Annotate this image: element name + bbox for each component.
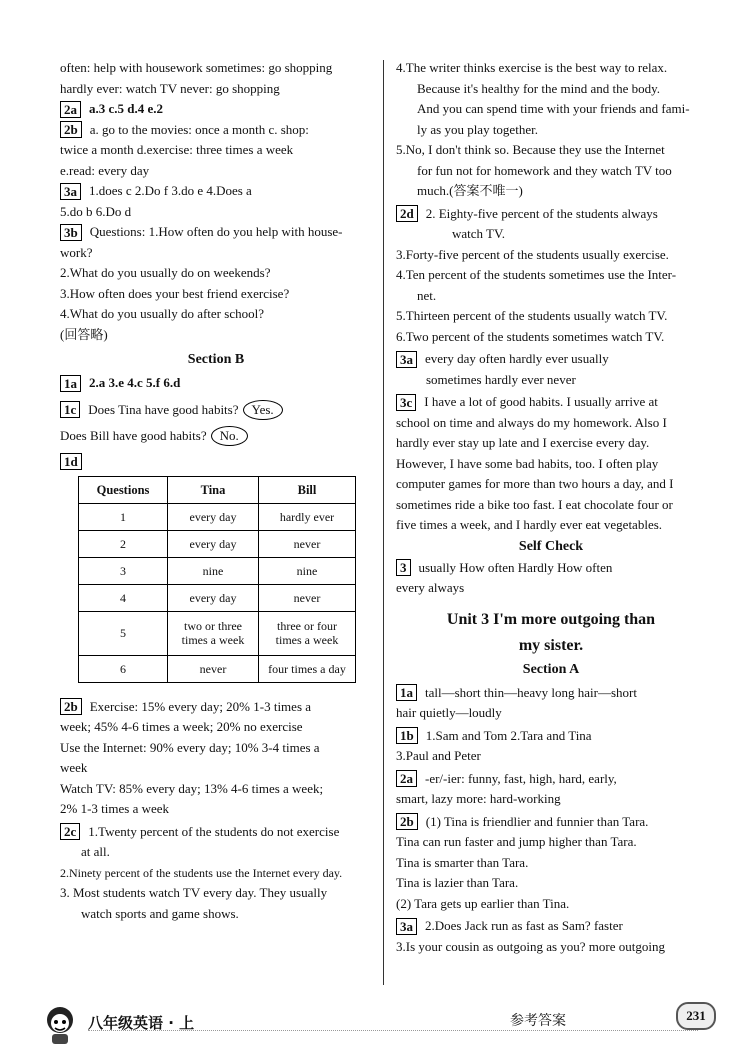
answer-2a (60, 99, 372, 120)
table-cell: four times a day (259, 655, 356, 682)
exercise-tag: 3 (396, 559, 411, 576)
exercise-tag: 2c (60, 823, 80, 840)
text-line: 4.What do you usually do after school? (60, 306, 264, 321)
table-cell: every day (168, 530, 259, 557)
exercise-tag: 2a (396, 770, 417, 787)
table-cell: 2 (79, 530, 168, 557)
text-line: 2% 1-3 times a week (60, 801, 170, 816)
text-line: ly as you play together. (417, 121, 538, 137)
right-column (396, 58, 706, 957)
table-header: Bill (259, 476, 356, 503)
text-line: (2) Tara gets up earlier than Tina. (396, 895, 570, 911)
text-line: watch TV. (452, 226, 505, 241)
text-line: Tina is smarter than Tara. (396, 854, 529, 870)
page-footer (0, 1000, 750, 1061)
text-line: Watch TV: 85% every day; 13% 4-6 times a week; (60, 780, 324, 796)
answer-text: 2. Eighty-five percent of the students always (425, 205, 658, 221)
text-line: Use the Internet: 90% every day; 10% 3-4 times a (60, 739, 320, 755)
exercise-tag: 1c (60, 401, 80, 418)
answer-2b (60, 120, 372, 141)
text-line: 4.Ten percent of the students sometimes use the Inter- (396, 267, 677, 282)
table-row (79, 584, 356, 611)
answer-text: (1) Tina is friendlier and funnier than Tara. (425, 813, 649, 829)
habits-table (78, 476, 356, 683)
table-row (79, 655, 356, 682)
text-line: sometimes hardly ever never (426, 371, 576, 387)
text-line: 5.Thirteen percent of the students usually watch TV. (396, 308, 668, 323)
answer-3a-second (396, 916, 706, 937)
text-line: 4.The writer thinks exercise is the best way to relax. (396, 60, 668, 75)
text-line: 5.do b 6.Do d (60, 203, 132, 219)
answer-3-selfcheck (396, 558, 706, 579)
table-row (79, 530, 356, 557)
answer-text: Does Tina have good habits? (88, 401, 239, 417)
unit-title: my sister. (518, 636, 584, 654)
answer-3a-right (396, 349, 706, 370)
circled-answer: No. (211, 426, 248, 446)
answer-text: a. go to the movies: once a month c. shop: (89, 121, 309, 137)
exercise-tag: 1a (396, 684, 417, 701)
exercise-tag: 1b (396, 727, 418, 744)
answer-2d (396, 204, 706, 225)
answer-2b-right (396, 812, 706, 833)
text-line: However, I have some bad habits, too. I often play (396, 455, 659, 471)
footer-dotted-line (88, 1030, 698, 1031)
answer-2a-right (396, 769, 706, 790)
table-header: Questions (79, 476, 168, 503)
answer-1a (60, 373, 372, 394)
exercise-tag: 2b (60, 121, 82, 138)
answer-text: -er/-ier: funny, fast, high, hard, early, (425, 770, 617, 786)
text-line: much.(答案不唯一) (417, 183, 523, 198)
text-line: at all. (81, 844, 110, 859)
text-line: watch sports and game shows. (81, 905, 239, 921)
answer-1a-right (396, 683, 706, 704)
text-line: (回答略) (60, 326, 108, 342)
table-cell: 1 (79, 503, 168, 530)
text-line: 2.Ninety percent of the students use the Internet every day. (60, 865, 343, 880)
unit-title: Unit 3 I'm more outgoing than (446, 610, 656, 628)
text-line: five times a week, and I hardly ever eat vegetables. (396, 517, 663, 532)
exercise-tag: 2a (60, 101, 81, 118)
section-heading: Self Check (518, 538, 584, 554)
text-line: computer games for more than two hours a day, and I (396, 476, 674, 491)
text-line: And you can spend time with your friends and fami- (417, 101, 690, 116)
answer-text: every day often hardly ever usually (425, 351, 609, 366)
text-line: 3.Paul and Peter (396, 748, 481, 763)
text-line: twice a month d.exercise: three times a week (60, 142, 294, 157)
text-line: week; 45% 4-6 times a week; 20% no exercise (60, 719, 303, 734)
exercise-tag: 2b (396, 813, 418, 830)
text-line: 5.No, I don't think so. Because they use the Internet (396, 142, 665, 157)
answer-2c (60, 822, 372, 843)
text-line: hardly ever: watch TV never: go shopping (60, 80, 280, 96)
answer-text: 1.Twenty percent of the students do not exercise (88, 823, 340, 839)
section-heading: Section B (187, 352, 245, 367)
exercise-tag: 2b (60, 698, 82, 715)
table-row (79, 611, 356, 655)
text-line: 6.Two percent of the students sometimes watch TV. (396, 328, 665, 344)
mascot-icon (40, 1002, 80, 1046)
text-line: sometimes ride a bike too fast. I eat chocolate four or (396, 496, 673, 512)
text-line: 3. Most students watch TV every day. They usually (60, 885, 328, 900)
table-cell: 3 (79, 557, 168, 584)
exercise-tag: 3a (396, 918, 417, 935)
answer-text: a.3 c.5 d.4 e.2 (89, 101, 164, 116)
answer-text: 2.a 3.e 4.c 5.f 6.d (89, 375, 181, 390)
text-line: 3.Forty-five percent of the students usually exercise. (396, 246, 669, 262)
table-cell: never (259, 530, 356, 557)
section-heading: Section A (522, 661, 580, 677)
exercise-tag: 3c (396, 394, 416, 411)
text-line: Because it's healthy for the mind and the body. (417, 80, 661, 96)
answer-text: usually How often Hardly How often (418, 559, 613, 575)
text-line (60, 426, 372, 447)
table-cell: every day (168, 584, 259, 611)
text-line: hair quietly—loudly (396, 705, 502, 720)
exercise-tag: 1d (60, 453, 82, 470)
answer-text: I have a lot of good habits. I usually arrive at (424, 394, 658, 409)
column-divider (383, 60, 384, 985)
text-line: Tina can run faster and jump higher than Tara. (396, 834, 637, 849)
answer-text: 2.Does Jack run as fast as Sam? faster (425, 918, 623, 933)
table-row (79, 557, 356, 584)
table-cell: 5 (79, 611, 168, 655)
footer-answer-label: 参考答案 (510, 1013, 566, 1029)
exercise-tag: 3a (60, 183, 81, 200)
table-cell: 6 (79, 655, 168, 682)
text-line: 3.How often does your best friend exercise? (60, 285, 290, 301)
circled-answer: Yes. (243, 400, 283, 420)
answer-1d (60, 453, 372, 470)
text-line: week (60, 760, 88, 775)
answer-text: Questions: 1.How often do you help with house- (89, 224, 343, 239)
text-line: 2.What do you usually do on weekends? (60, 265, 271, 280)
answer-text: Does Bill have good habits? (60, 428, 207, 443)
table-header: Tina (168, 476, 259, 503)
text-line: net. (417, 287, 437, 303)
text-line: school on time and always do my homework. Also I (396, 414, 667, 430)
table-cell: three or four times a week (259, 611, 356, 655)
text-line: every always (396, 580, 465, 595)
answer-3c (396, 392, 706, 413)
answer-text: 1.does c 2.Do f 3.do e 4.Does a (89, 183, 252, 198)
text-line: hardly ever stay up late and I exercise every day. (396, 435, 650, 450)
answer-text: 1.Sam and Tom 2.Tara and Tina (425, 727, 592, 743)
answer-2b-second (60, 697, 372, 718)
footer-book-title: 八年级英语 · 上 (88, 1014, 195, 1032)
text-line: often: help with housework sometimes: go shopping (60, 60, 333, 75)
table-header-row (79, 476, 356, 503)
table-cell: never (259, 584, 356, 611)
page-number: 231 (676, 1002, 716, 1030)
answer-3a (60, 181, 372, 202)
exercise-tag: 3a (396, 351, 417, 368)
left-column (60, 58, 372, 924)
table-row (79, 503, 356, 530)
table-cell: two or three times a week (168, 611, 259, 655)
exercise-tag: 2d (396, 205, 418, 222)
exercise-tag: 3b (60, 224, 82, 241)
answer-1c (60, 400, 372, 421)
text-line: work? (60, 244, 93, 260)
answer-text: Exercise: 15% every day; 20% 1-3 times a (89, 698, 312, 714)
answer-text: tall—short thin—heavy long hair—short (425, 684, 637, 700)
text-line: 3.Is your cousin as outgoing as you? more outgoing (396, 938, 665, 954)
table-cell: 4 (79, 584, 168, 611)
exercise-tag: 1a (60, 375, 81, 392)
text-line: e.read: every day (60, 162, 150, 178)
text-line: Tina is lazier than Tara. (396, 875, 519, 890)
table-cell: hardly ever (259, 503, 356, 530)
text-line: smart, lazy more: hard-working (396, 791, 561, 806)
table-cell: never (168, 655, 259, 682)
answer-1b (396, 726, 706, 747)
text-line: for fun not for homework and they watch TV too (417, 162, 672, 178)
table-cell: every day (168, 503, 259, 530)
table-cell: nine (259, 557, 356, 584)
answer-3b (60, 222, 372, 243)
table-cell: nine (168, 557, 259, 584)
